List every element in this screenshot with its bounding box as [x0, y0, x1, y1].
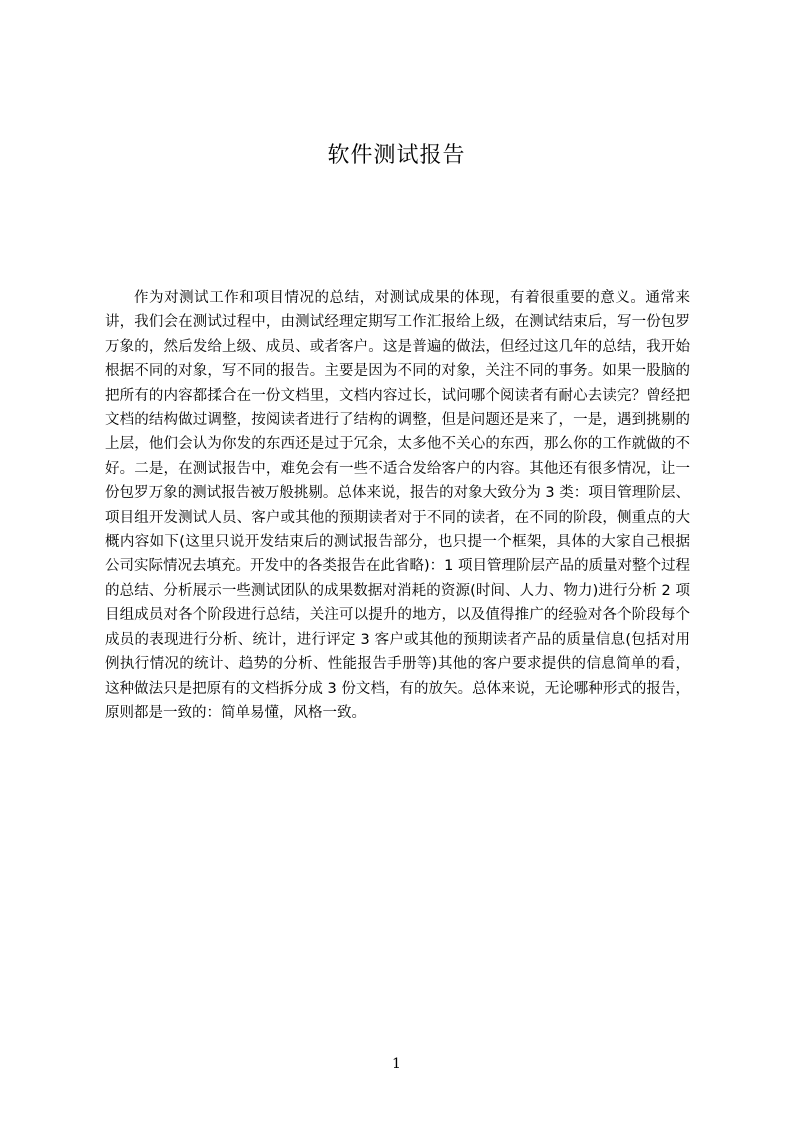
document-title: 软件测试报告 — [327, 143, 466, 168]
body-paragraph: 作为对测试工作和项目情况的总结，对测试成果的体现，有着很重要的意义。通常来讲，我们会在测试过程中，由测试经理定期写工作汇报给上级，在测试结束后，写一份包罗万象的，然后发给上级、成员、或者客户。这是普遍的做法，但经过这几年的总结，我开始根据不同的对象，写不同的报告。主要是因为不同的对象，关注不同的事务。如果一股脑的把所有的内容都揉合在一份文档里，文档内容过长，试问哪个阅读者有耐心去读完？曾经把文档的结构做过调整，按阅读者进行了结构的调整，但是问题还是来了，一是，遇到挑剔的上层，他们会认为你发的东西还是过于冗余，太多他不关心的东西，那么你的工作就做的不好。二是，在测试报告中，难免会有一些不适合发给客户的内容。其他还有很多情况，让一份包罗万象的测试报告被万般挑剔。总体来说，报告的对象大致分为 3 类：项目管理阶层、项目组开发测试人员、客户或其他的预期读者对于不同的读者，在不同的阶段，侧重点的大概内容如下(这里只说开发结束后的测试报告部分，也只提一个框架，具体的大家自己根据公司实际情况去填充。开发中的各类报告在此省略)：1 项目管理阶层产品的质量对整个过程的总结、分析展示一些测试团队的成果数据对消耗的资源(时间、人力、物力)进行分析 2 项目组成员对各个阶段进行总结，关注可以提升的地方，以及值得推广的经验对各个阶段每个成员的表现进行分析、统计，进行评定 3 客户或其他的预期读者产品的质量信息(包括对用例执行情况的统计、趋势的分析、性能报告手册等)其他的客户要求提供的信息简单的看，这种做法只是把原有的文档拆分成 3 份文档，有的放矢。总体来说，无论哪种形式的报告，原则都是一致的：简单易懂，风格一致。 — [105, 290, 690, 721]
page-number: 1 — [392, 1056, 401, 1072]
